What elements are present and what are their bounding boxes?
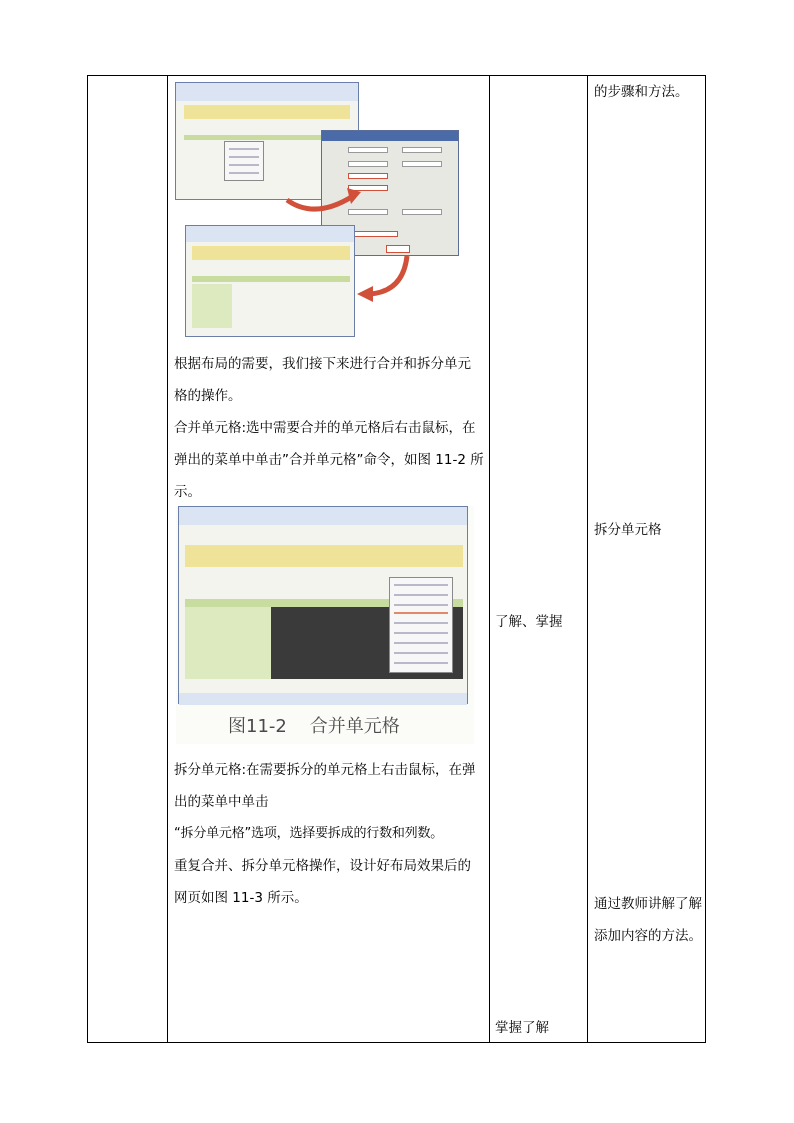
curved-arrow-icon (175, 80, 481, 342)
paragraph: 合并单元格:选中需要合并的单元格后右击鼠标，在弹出的菜单中单击”合并单元格”命令，如图 11-2 所示。 (174, 420, 484, 500)
student-activity-1: 了解、掌握 (495, 614, 563, 630)
purpose-text-1: 的步骤和方法。 (594, 84, 689, 100)
paragraph: “拆分单元格”选项，选择要拆成的行数和列数。 (174, 826, 444, 841)
lesson-table (87, 75, 706, 1043)
column-divider (489, 76, 490, 1042)
paragraph: 拆分单元格:在需要拆分的单元格上右击鼠标，在弹出的菜单中单击 (174, 762, 476, 810)
screenshot-merge-cells (176, 506, 474, 744)
column-divider (587, 76, 588, 1042)
figure-caption: 图11-2 合并单元格 (228, 716, 400, 737)
student-activity-2: 掌握了解 (495, 1020, 549, 1036)
context-menu (389, 577, 453, 673)
paragraph: 重复合并、拆分单元格操作，设计好布局效果后的网页如图 11-3 所示。 (174, 858, 471, 906)
column-divider (167, 76, 168, 1042)
middle-text-block-1 (174, 348, 484, 508)
purpose-text-2: 拆分单元格 (594, 522, 662, 538)
purpose-text-3: 通过教师讲解了解添加内容的方法。 (594, 896, 702, 944)
middle-text-block-2 (174, 754, 484, 914)
paragraph: 根据布局的需要，我们接下来进行合并和拆分单元格的操作。 (174, 356, 471, 404)
screenshot-insert-table (175, 80, 481, 342)
screenshot-window (178, 506, 468, 704)
